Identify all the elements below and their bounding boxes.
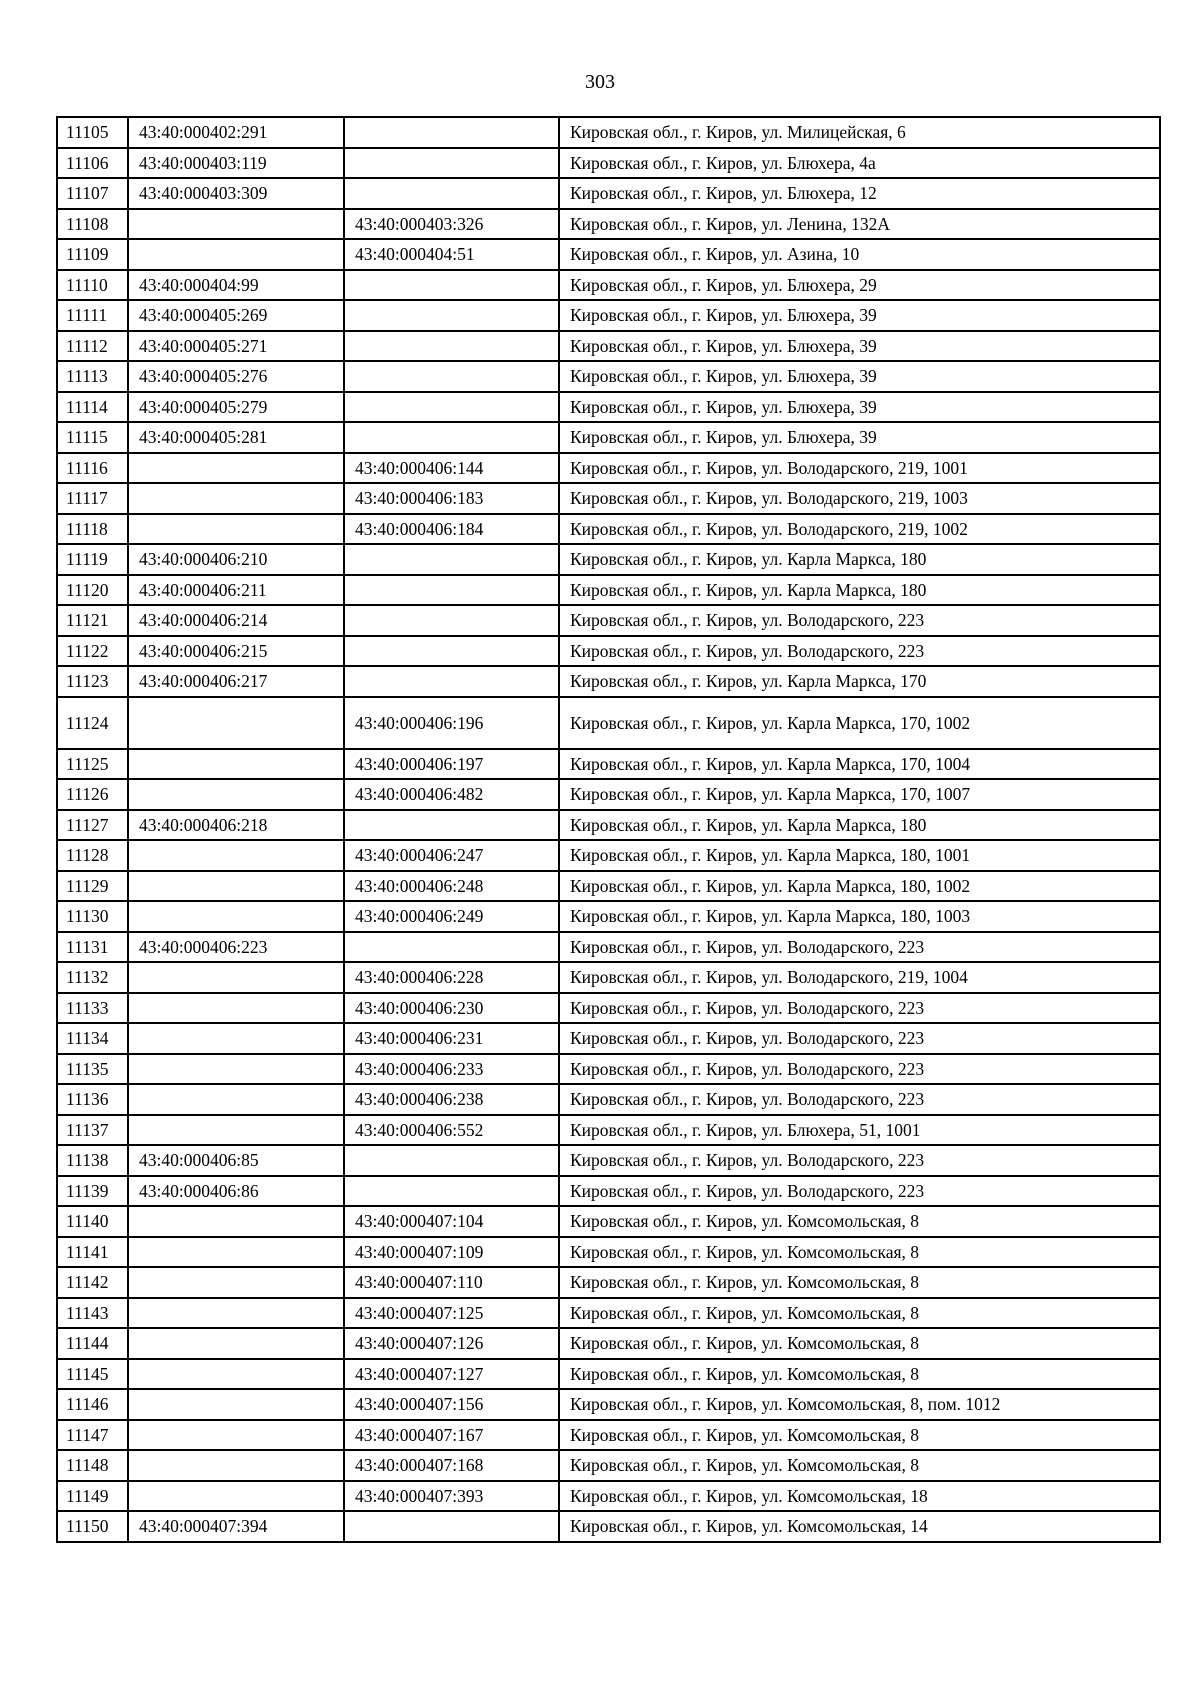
- address-cell: Кировская обл., г. Киров, ул. Володарского, 223: [559, 1084, 1160, 1115]
- table-row: [57, 1206, 1160, 1237]
- cadastral-number-cell: 43:40:000407:104: [344, 1206, 559, 1237]
- address-cell: Кировская обл., г. Киров, ул. Карла Маркса, 170, 1002: [559, 697, 1160, 749]
- cadastral-number-cell: 43:40:000405:281: [128, 422, 344, 453]
- cadastral-number-cell: 43:40:000403:309: [128, 178, 344, 209]
- cadastral-number-cell: 43:40:000406:196: [344, 697, 559, 749]
- row-number: 11114: [57, 392, 128, 423]
- cadastral-number-cell: [128, 1298, 344, 1329]
- cadastral-number-cell: [128, 1237, 344, 1268]
- table-row: [57, 1450, 1160, 1481]
- table-row: [57, 148, 1160, 179]
- address-cell: Кировская обл., г. Киров, ул. Володарского, 223: [559, 993, 1160, 1024]
- cadastral-number-cell: [128, 1054, 344, 1085]
- cadastral-number-cell: [344, 178, 559, 209]
- cadastral-number-cell: 43:40:000407:394: [128, 1511, 344, 1542]
- cadastral-number-cell: 43:40:000406:249: [344, 901, 559, 932]
- cadastral-number-cell: 43:40:000406:230: [344, 993, 559, 1024]
- cadastral-number-cell: [344, 270, 559, 301]
- cadastral-number-cell: 43:40:000402:291: [128, 117, 344, 148]
- address-cell: Кировская обл., г. Киров, ул. Карла Маркса, 180, 1002: [559, 871, 1160, 902]
- row-number: 11138: [57, 1145, 128, 1176]
- row-number: 11111: [57, 300, 128, 331]
- row-number: 11131: [57, 932, 128, 963]
- address-cell: Кировская обл., г. Киров, ул. Володарского, 223: [559, 1145, 1160, 1176]
- table-row: [57, 840, 1160, 871]
- cadastral-number-cell: 43:40:000405:279: [128, 392, 344, 423]
- table-row: [57, 1145, 1160, 1176]
- address-cell: Кировская обл., г. Киров, ул. Володарского, 219, 1004: [559, 962, 1160, 993]
- row-number: 11146: [57, 1389, 128, 1420]
- address-cell: Кировская обл., г. Киров, ул. Карла Маркса, 170: [559, 666, 1160, 697]
- cadastral-number-cell: 43:40:000406:482: [344, 779, 559, 810]
- address-cell: Кировская обл., г. Киров, ул. Володарского, 223: [559, 1023, 1160, 1054]
- cadastral-number-cell: [128, 1023, 344, 1054]
- table-row: [57, 1054, 1160, 1085]
- address-cell: Кировская обл., г. Киров, ул. Блюхера, 12: [559, 178, 1160, 209]
- cadastral-number-cell: [128, 1115, 344, 1146]
- row-number: 11122: [57, 636, 128, 667]
- address-cell: Кировская обл., г. Киров, ул. Карла Маркса, 180, 1003: [559, 901, 1160, 932]
- cadastral-number-cell: 43:40:000403:326: [344, 209, 559, 240]
- address-cell: Кировская обл., г. Киров, ул. Блюхера, 39: [559, 422, 1160, 453]
- cadastral-number-cell: [344, 636, 559, 667]
- row-number: 11147: [57, 1420, 128, 1451]
- cadastral-number-cell: 43:40:000406:211: [128, 575, 344, 606]
- address-cell: Кировская обл., г. Киров, ул. Комсомольская, 8: [559, 1328, 1160, 1359]
- cadastral-number-cell: [128, 209, 344, 240]
- registry-table: [56, 116, 1161, 1543]
- row-number: 11115: [57, 422, 128, 453]
- registry-table-body: [57, 117, 1160, 1542]
- row-number: 11119: [57, 544, 128, 575]
- cadastral-number-cell: [128, 1450, 344, 1481]
- address-cell: Кировская обл., г. Киров, ул. Комсомольская, 8: [559, 1450, 1160, 1481]
- row-number: 11137: [57, 1115, 128, 1146]
- table-row: [57, 1298, 1160, 1329]
- cadastral-number-cell: [128, 697, 344, 749]
- cadastral-number-cell: [128, 962, 344, 993]
- row-number: 11127: [57, 810, 128, 841]
- cadastral-number-cell: 43:40:000406:228: [344, 962, 559, 993]
- row-number: 11124: [57, 697, 128, 749]
- table-row: [57, 779, 1160, 810]
- cadastral-number-cell: [344, 331, 559, 362]
- row-number: 11142: [57, 1267, 128, 1298]
- table-row: [57, 117, 1160, 148]
- page-number: 303: [585, 71, 615, 93]
- cadastral-number-cell: [128, 239, 344, 270]
- cadastral-number-cell: [128, 514, 344, 545]
- table-row: [57, 453, 1160, 484]
- address-cell: Кировская обл., г. Киров, ул. Володарского, 223: [559, 605, 1160, 636]
- row-number: 11106: [57, 148, 128, 179]
- table-row: [57, 1511, 1160, 1542]
- address-cell: Кировская обл., г. Киров, ул. Карла Маркса, 170, 1004: [559, 749, 1160, 780]
- address-cell: Кировская обл., г. Киров, ул. Карла Маркса, 180: [559, 575, 1160, 606]
- row-number: 11133: [57, 993, 128, 1024]
- table-row: [57, 636, 1160, 667]
- cadastral-number-cell: 43:40:000406:223: [128, 932, 344, 963]
- row-number: 11141: [57, 1237, 128, 1268]
- cadastral-number-cell: [128, 749, 344, 780]
- address-cell: Кировская обл., г. Киров, ул. Милицейская, 6: [559, 117, 1160, 148]
- table-row: [57, 1420, 1160, 1451]
- table-row: [57, 178, 1160, 209]
- cadastral-number-cell: [128, 1328, 344, 1359]
- cadastral-number-cell: 43:40:000406:233: [344, 1054, 559, 1085]
- cadastral-number-cell: 43:40:000406:552: [344, 1115, 559, 1146]
- cadastral-number-cell: 43:40:000404:51: [344, 239, 559, 270]
- row-number: 11134: [57, 1023, 128, 1054]
- row-number: 11150: [57, 1511, 128, 1542]
- table-row: [57, 697, 1160, 749]
- address-cell: Кировская обл., г. Киров, ул. Карла Маркса, 180, 1001: [559, 840, 1160, 871]
- table-row: [57, 993, 1160, 1024]
- row-number: 11117: [57, 483, 128, 514]
- cadastral-number-cell: 43:40:000404:99: [128, 270, 344, 301]
- cadastral-number-cell: [344, 1145, 559, 1176]
- cadastral-number-cell: [128, 993, 344, 1024]
- table-row: [57, 1328, 1160, 1359]
- cadastral-number-cell: 43:40:000406:86: [128, 1176, 344, 1207]
- table-row: [57, 300, 1160, 331]
- address-cell: Кировская обл., г. Киров, ул. Азина, 10: [559, 239, 1160, 270]
- table-row: [57, 514, 1160, 545]
- cadastral-number-cell: 43:40:000406:144: [344, 453, 559, 484]
- cadastral-number-cell: 43:40:000406:247: [344, 840, 559, 871]
- table-row: [57, 483, 1160, 514]
- row-number: 11107: [57, 178, 128, 209]
- cadastral-number-cell: [344, 117, 559, 148]
- cadastral-number-cell: [344, 810, 559, 841]
- address-cell: Кировская обл., г. Киров, ул. Ленина, 132А: [559, 209, 1160, 240]
- table-row: [57, 331, 1160, 362]
- address-cell: Кировская обл., г. Киров, ул. Комсомольская, 8: [559, 1237, 1160, 1268]
- cadastral-number-cell: [344, 392, 559, 423]
- address-cell: Кировская обл., г. Киров, ул. Блюхера, 39: [559, 361, 1160, 392]
- table-row: [57, 605, 1160, 636]
- cadastral-number-cell: 43:40:000406:184: [344, 514, 559, 545]
- address-cell: Кировская обл., г. Киров, ул. Комсомольская, 8: [559, 1359, 1160, 1390]
- row-number: 11118: [57, 514, 128, 545]
- cadastral-number-cell: 43:40:000406:218: [128, 810, 344, 841]
- table-row: [57, 901, 1160, 932]
- cadastral-number-cell: 43:40:000406:214: [128, 605, 344, 636]
- cadastral-number-cell: 43:40:000407:125: [344, 1298, 559, 1329]
- cadastral-number-cell: 43:40:000406:238: [344, 1084, 559, 1115]
- row-number: 11116: [57, 453, 128, 484]
- row-number: 11148: [57, 1450, 128, 1481]
- table-row: [57, 1115, 1160, 1146]
- cadastral-number-cell: [344, 148, 559, 179]
- row-number: 11139: [57, 1176, 128, 1207]
- address-cell: Кировская обл., г. Киров, ул. Володарского, 223: [559, 932, 1160, 963]
- cadastral-number-cell: 43:40:000406:85: [128, 1145, 344, 1176]
- cadastral-number-cell: 43:40:000407:127: [344, 1359, 559, 1390]
- row-number: 11140: [57, 1206, 128, 1237]
- cadastral-number-cell: 43:40:000406:215: [128, 636, 344, 667]
- cadastral-number-cell: [128, 1084, 344, 1115]
- cadastral-number-cell: 43:40:000406:231: [344, 1023, 559, 1054]
- address-cell: Кировская обл., г. Киров, ул. Комсомольская, 8: [559, 1206, 1160, 1237]
- cadastral-number-cell: 43:40:000406:210: [128, 544, 344, 575]
- cadastral-number-cell: 43:40:000405:269: [128, 300, 344, 331]
- table-row: [57, 544, 1160, 575]
- address-cell: Кировская обл., г. Киров, ул. Комсомольская, 8: [559, 1267, 1160, 1298]
- table-row: [57, 1084, 1160, 1115]
- cadastral-number-cell: 43:40:000406:248: [344, 871, 559, 902]
- row-number: 11123: [57, 666, 128, 697]
- table-row: [57, 392, 1160, 423]
- row-number: 11144: [57, 1328, 128, 1359]
- table-row: [57, 962, 1160, 993]
- cadastral-number-cell: 43:40:000407:167: [344, 1420, 559, 1451]
- address-cell: Кировская обл., г. Киров, ул. Блюхера, 39: [559, 392, 1160, 423]
- row-number: 11128: [57, 840, 128, 871]
- row-number: 11132: [57, 962, 128, 993]
- row-number: 11105: [57, 117, 128, 148]
- row-number: 11125: [57, 749, 128, 780]
- cadastral-number-cell: 43:40:000407:156: [344, 1389, 559, 1420]
- cadastral-number-cell: [344, 605, 559, 636]
- cadastral-number-cell: 43:40:000403:119: [128, 148, 344, 179]
- row-number: 11136: [57, 1084, 128, 1115]
- cadastral-number-cell: [344, 300, 559, 331]
- address-cell: Кировская обл., г. Киров, ул. Блюхера, 39: [559, 300, 1160, 331]
- address-cell: Кировская обл., г. Киров, ул. Володарского, 223: [559, 1054, 1160, 1085]
- cadastral-number-cell: [344, 575, 559, 606]
- cadastral-number-cell: [128, 1359, 344, 1390]
- cadastral-number-cell: [344, 932, 559, 963]
- cadastral-number-cell: [344, 666, 559, 697]
- cadastral-number-cell: [128, 453, 344, 484]
- cadastral-number-cell: 43:40:000407:126: [344, 1328, 559, 1359]
- table-row: [57, 422, 1160, 453]
- cadastral-number-cell: [128, 1481, 344, 1512]
- address-cell: Кировская обл., г. Киров, ул. Володарского, 219, 1002: [559, 514, 1160, 545]
- table-row: [57, 810, 1160, 841]
- cadastral-number-cell: 43:40:000405:276: [128, 361, 344, 392]
- address-cell: Кировская обл., г. Киров, ул. Карла Маркса, 170, 1007: [559, 779, 1160, 810]
- address-cell: Кировская обл., г. Киров, ул. Комсомольская, 14: [559, 1511, 1160, 1542]
- table-row: [57, 1237, 1160, 1268]
- table-row: [57, 1176, 1160, 1207]
- cadastral-number-cell: [344, 544, 559, 575]
- cadastral-number-cell: [128, 1267, 344, 1298]
- row-number: 11113: [57, 361, 128, 392]
- cadastral-number-cell: [344, 361, 559, 392]
- cadastral-number-cell: [128, 779, 344, 810]
- row-number: 11126: [57, 779, 128, 810]
- address-cell: Кировская обл., г. Киров, ул. Блюхера, 29: [559, 270, 1160, 301]
- cadastral-number-cell: 43:40:000406:197: [344, 749, 559, 780]
- address-cell: Кировская обл., г. Киров, ул. Блюхера, 4а: [559, 148, 1160, 179]
- row-number: 11110: [57, 270, 128, 301]
- address-cell: Кировская обл., г. Киров, ул. Карла Маркса, 180: [559, 544, 1160, 575]
- cadastral-number-cell: [128, 1389, 344, 1420]
- row-number: 11129: [57, 871, 128, 902]
- address-cell: Кировская обл., г. Киров, ул. Володарского, 219, 1003: [559, 483, 1160, 514]
- table-row: [57, 1359, 1160, 1390]
- cadastral-number-cell: 43:40:000405:271: [128, 331, 344, 362]
- cadastral-number-cell: [128, 1206, 344, 1237]
- row-number: 11149: [57, 1481, 128, 1512]
- cadastral-number-cell: 43:40:000407:393: [344, 1481, 559, 1512]
- row-number: 11121: [57, 605, 128, 636]
- table-row: [57, 932, 1160, 963]
- table-row: [57, 666, 1160, 697]
- cadastral-number-cell: [344, 1176, 559, 1207]
- cadastral-number-cell: [344, 1511, 559, 1542]
- row-number: 11120: [57, 575, 128, 606]
- table-row: [57, 1389, 1160, 1420]
- address-cell: Кировская обл., г. Киров, ул. Комсомольская, 8: [559, 1298, 1160, 1329]
- row-number: 11108: [57, 209, 128, 240]
- cadastral-number-cell: [128, 1420, 344, 1451]
- table-row: [57, 749, 1160, 780]
- table-row: [57, 270, 1160, 301]
- row-number: 11145: [57, 1359, 128, 1390]
- table-row: [57, 1267, 1160, 1298]
- address-cell: Кировская обл., г. Киров, ул. Комсомольская, 8: [559, 1420, 1160, 1451]
- row-number: 11135: [57, 1054, 128, 1085]
- address-cell: Кировская обл., г. Киров, ул. Володарского, 223: [559, 1176, 1160, 1207]
- address-cell: Кировская обл., г. Киров, ул. Блюхера, 39: [559, 331, 1160, 362]
- table-row: [57, 575, 1160, 606]
- cadastral-number-cell: [344, 422, 559, 453]
- cadastral-number-cell: [128, 483, 344, 514]
- row-number: 11143: [57, 1298, 128, 1329]
- cadastral-number-cell: 43:40:000406:183: [344, 483, 559, 514]
- address-cell: Кировская обл., г. Киров, ул. Комсомольская, 8, пом. 1012: [559, 1389, 1160, 1420]
- row-number: 11130: [57, 901, 128, 932]
- cadastral-number-cell: [128, 901, 344, 932]
- cadastral-number-cell: [128, 871, 344, 902]
- address-cell: Кировская обл., г. Киров, ул. Володарского, 219, 1001: [559, 453, 1160, 484]
- cadastral-number-cell: 43:40:000407:109: [344, 1237, 559, 1268]
- cadastral-number-cell: 43:40:000407:168: [344, 1450, 559, 1481]
- cadastral-number-cell: 43:40:000406:217: [128, 666, 344, 697]
- address-cell: Кировская обл., г. Киров, ул. Комсомольская, 18: [559, 1481, 1160, 1512]
- row-number: 11109: [57, 239, 128, 270]
- address-cell: Кировская обл., г. Киров, ул. Володарского, 223: [559, 636, 1160, 667]
- address-cell: Кировская обл., г. Киров, ул. Карла Маркса, 180: [559, 810, 1160, 841]
- table-row: [57, 209, 1160, 240]
- row-number: 11112: [57, 331, 128, 362]
- cadastral-number-cell: [128, 840, 344, 871]
- table-row: [57, 239, 1160, 270]
- cadastral-number-cell: 43:40:000407:110: [344, 1267, 559, 1298]
- table-row: [57, 361, 1160, 392]
- address-cell: Кировская обл., г. Киров, ул. Блюхера, 51, 1001: [559, 1115, 1160, 1146]
- table-row: [57, 871, 1160, 902]
- table-row: [57, 1481, 1160, 1512]
- table-row: [57, 1023, 1160, 1054]
